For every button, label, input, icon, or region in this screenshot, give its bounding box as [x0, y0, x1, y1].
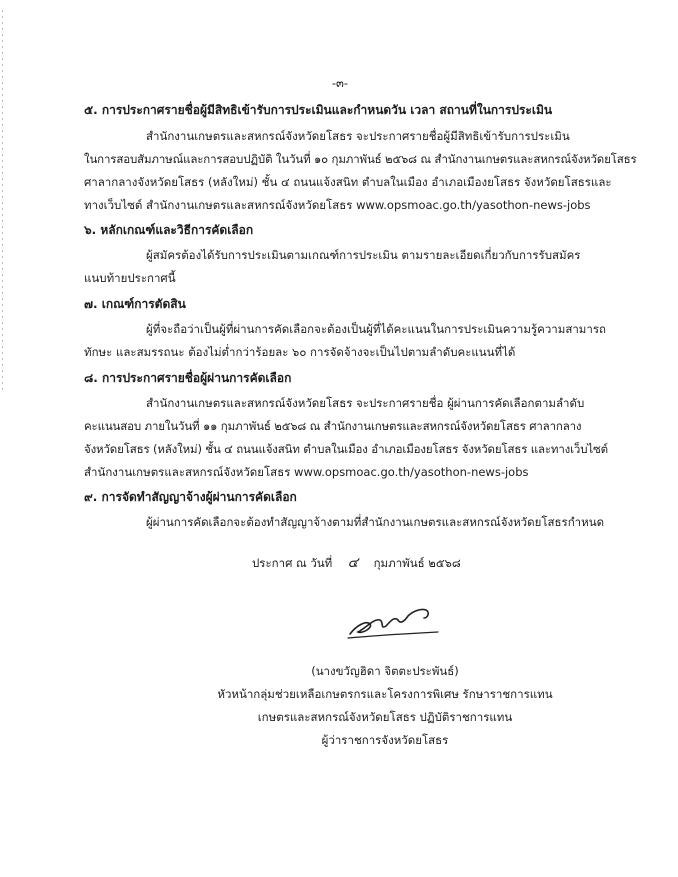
announcement-date	[252, 556, 461, 570]
section-5-heading: ๕. การประกาศรายชื่อผู้มีสิทธิเข้ารับการประเมินและกำหนดวัน เวลา สถานที่ในการประเมิน	[84, 103, 553, 117]
section-5-line-3: ศาลากลางจังหวัดยโสธร (หลังใหม่) ชั้น ๔ ถนนแจ้งสนิท ตำบลในเมือง อำเภอเมืองยโสธร จังหวัดยโสธรและ	[84, 175, 612, 189]
section-7-heading: ๗. เกณฑ์การตัดสิน	[84, 297, 186, 311]
announcement-day: ๔	[347, 555, 359, 571]
section-5-line-4: ทางเว็บไซต์ สำนักงานเกษตรและสหกรณ์จังหวัดยโสธร www.opsmoac.go.th/yasothon-news-jobs	[84, 198, 591, 212]
section-7-line-2: ทักษะ และสมรรถนะ ต้องไม่ต่ำกว่าร้อยละ ๖๐ การจัดจ้างจะเป็นไปตามลำดับคะแนนที่ได้	[84, 345, 516, 359]
section-5-line-1: สำนักงานเกษตรและสหกรณ์จังหวัดยโสธร จะประกาศรายชื่อผู้มีสิทธิเข้ารับการประเมิน	[146, 129, 570, 143]
announcement-month-year: กุมภาพันธ์ ๒๕๖๘	[373, 556, 461, 570]
signatory-title-1: หัวหน้ากลุ่มช่วยเหลือเกษตรกรและโครงการพิเศษ รักษาราชการแทน	[217, 687, 553, 701]
signatory-title-3: ผู้ว่าราชการจังหวัดยโสธร	[321, 733, 449, 747]
section-8-heading: ๘. การประกาศรายชื่อผู้ผ่านการคัดเลือก	[84, 371, 292, 385]
section-6-line-1: ผู้สมัครต้องได้รับการประเมินตามเกณฑ์การประเมิน ตามรายละเอียดเกี่ยวกับการรับสมัคร	[146, 248, 581, 262]
section-5-line-2: ในการสอบสัมภาษณ์และการสอบปฏิบัติ ในวันที่ ๑๐ กุมภาพันธ์ ๒๕๖๘ ณ สำนักงานเกษตรและสหกรณ์จังหวัดยโสธร	[84, 152, 637, 166]
page-number: -๓-	[331, 76, 349, 90]
announcement-prefix: ประกาศ ณ วันที่	[252, 556, 333, 570]
section-8-line-1: สำนักงานเกษตรและสหกรณ์จังหวัดยโสธร จะประกาศรายชื่อ ผู้ผ่านการคัดเลือกตามลำดับ	[146, 396, 585, 410]
section-6-line-2: แนบท้ายประกาศนี้	[84, 271, 176, 285]
section-6-heading: ๖. หลักเกณฑ์และวิธีการคัดเลือก	[84, 223, 254, 237]
section-9-line-1: ผู้ผ่านการคัดเลือกจะต้องทำสัญญาจ้างตามที่สำนักงานเกษตรและสหกรณ์จังหวัดยโสธรกำหนด	[146, 515, 605, 529]
section-8-line-3: จังหวัดยโสธร (หลังใหม่) ชั้น ๔ ถนนแจ้งสนิท ตำบลในเมือง อำเภอเมืองยโสธร จังหวัดยโสธร และทางเว็บไซต์	[84, 442, 608, 456]
section-8-line-2: คะแนนสอบ ภายในวันที่ ๑๑ กุมภาพันธ์ ๒๕๖๘ ณ สำนักงานเกษตรและสหกรณ์จังหวัดยโสธร ศาลากลาง	[84, 419, 582, 433]
section-7-line-1: ผู้ที่จะถือว่าเป็นผู้ที่ผ่านการคัดเลือกจะต้องเป็นผู้ที่ได้คะแนนในการประเมินความรู้ความสามารถ	[146, 322, 606, 336]
section-9-heading: ๙. การจัดทำสัญญาจ้างผู้ผ่านการคัดเลือก	[84, 490, 297, 504]
scan-edge-mark	[2, 10, 3, 390]
section-8-line-4: สำนักงานเกษตรและสหกรณ์จังหวัดยโสธร www.opsmoac.go.th/yasothon-news-jobs	[84, 465, 529, 479]
signature-image	[340, 598, 450, 644]
signatory-name: (นางขวัญฮิดา จิตตะประพันธ์)	[311, 664, 459, 678]
signatory-title-2: เกษตรและสหกรณ์จังหวัดยโสธร ปฏิบัติราชการแทน	[257, 710, 513, 724]
